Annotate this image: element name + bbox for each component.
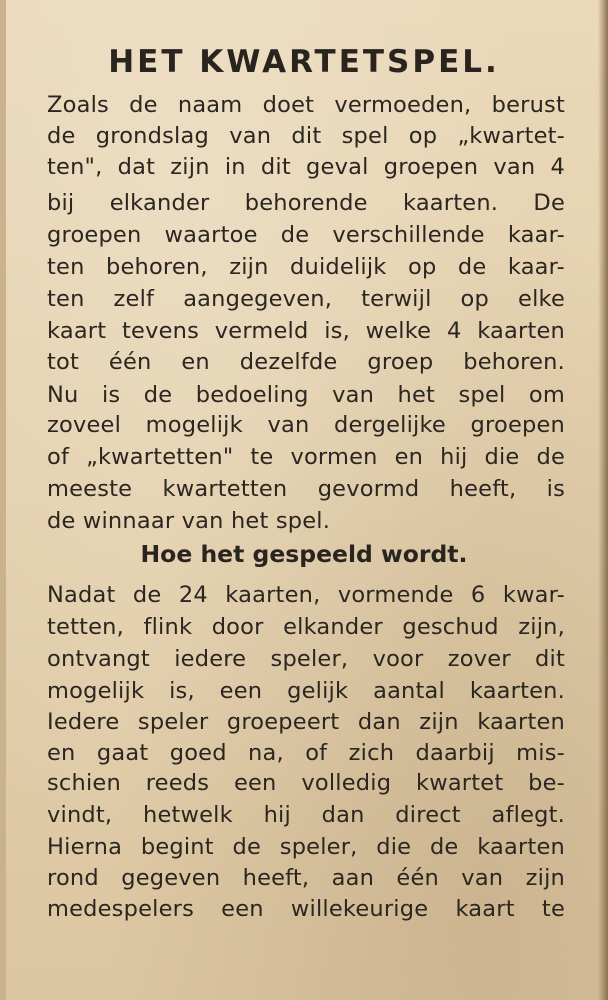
page-title: HET KWARTETSPEL. xyxy=(108,44,500,80)
text-line: mogelijk is, een gelijk aantal kaarten. xyxy=(47,678,565,704)
text-line: groepen waartoe de verschillende kaar- xyxy=(47,222,565,248)
text-line: ontvangt iedere speler, voor zover dit xyxy=(47,646,565,672)
text-line: schien reeds een volledig kwartet be- xyxy=(47,770,565,796)
text-line: meeste kwartetten gevormd heeft, is xyxy=(47,476,565,502)
text-line: zoveel mogelijk van dergelijke groepen xyxy=(47,412,565,438)
text-line: de grondslag van dit spel op „kwartet- xyxy=(47,123,565,149)
text-line: de winnaar van het spel. xyxy=(47,508,331,534)
text-line: vindt, hetwelk hij dan direct aflegt. xyxy=(47,802,565,828)
text-line: Hierna begint de speler, die de kaarten xyxy=(47,834,565,860)
text-line: of „kwartetten" te vormen en hij die de xyxy=(47,444,565,470)
text-line: Iedere speler groepeert dan zijn kaarten xyxy=(47,709,565,735)
text-line: ten zelf aangegeven, terwijl op elke xyxy=(47,286,565,312)
text-line: Nadat de 24 kaarten, vormende 6 kwar- xyxy=(47,582,565,608)
text-line: medespelers een willekeurige kaart te xyxy=(47,896,565,922)
text-line: Zoals de naam doet vermoeden, berust xyxy=(47,92,565,118)
section-heading: Hoe het gespeeld wordt. xyxy=(140,540,468,568)
text-line: tot één en dezelfde groep behoren. xyxy=(47,349,565,375)
text-line: rond gegeven heeft, aan één van zijn xyxy=(47,865,565,891)
text-line: tetten, flink door elkander geschud zijn, xyxy=(47,614,565,640)
text-line: Nu is de bedoeling van het spel om xyxy=(47,382,565,408)
text-line: bij elkander behorende kaarten. De xyxy=(47,190,565,216)
text-line: kaart tevens vermeld is, welke 4 kaarten xyxy=(47,318,565,344)
text-line: en gaat goed na, of zich daarbij mis- xyxy=(47,740,565,766)
text-line: ten", dat zijn in dit geval groepen van 4 xyxy=(47,154,565,180)
text-line: ten behoren, zijn duidelijk op de kaar- xyxy=(47,254,565,280)
